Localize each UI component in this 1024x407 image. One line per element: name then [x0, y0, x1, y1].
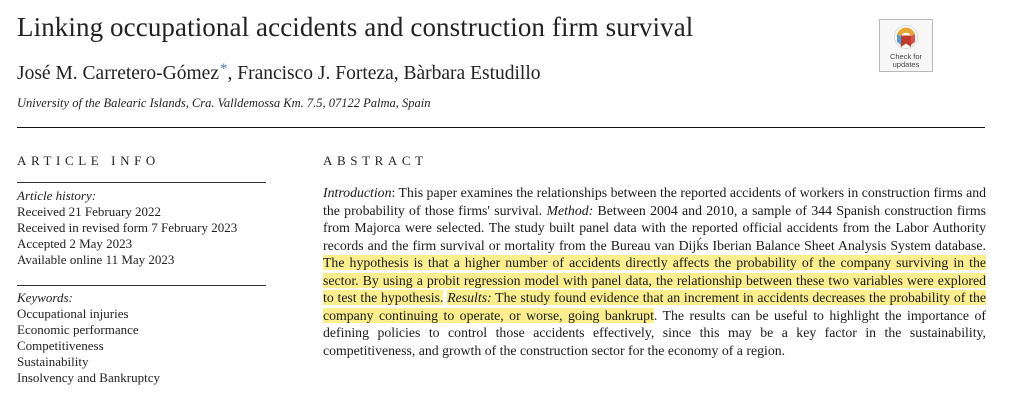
keyword-item[interactable]: Economic performance: [17, 322, 139, 337]
affiliation: University of the Balearic Islands, Cra. Valldemossa Km. 7.5, 07122 Palma, Spain: [17, 96, 431, 110]
article-info-divider: [17, 182, 266, 183]
history-label: Article history:: [17, 188, 97, 203]
article-title: Linking occupational accidents and construction firm survival: [17, 12, 694, 42]
keyword-item[interactable]: Sustainability: [17, 354, 89, 369]
header-divider: [17, 127, 985, 128]
abstract-conclusion: . The results can be useful to highlight the importance of defining policies to control those accidents effectively, since this may be a key factor in the sustainability, competitiveness, and growth of the construction sector for the economy of a region.: [323, 307, 986, 358]
article-info-heading: ARTICLE INFO: [17, 153, 160, 168]
keywords-divider: [17, 285, 266, 286]
history-item: Available online 11 May 2023: [17, 252, 175, 267]
results-label[interactable]: Results:: [447, 290, 492, 305]
keyword-item[interactable]: Insolvency and Bankruptcy: [17, 370, 160, 385]
method-label: Method:: [546, 202, 594, 218]
keyword-item[interactable]: Competitiveness: [17, 338, 104, 353]
history-item: Received 21 February 2022: [17, 204, 162, 219]
abstract-text: [323, 184, 986, 359]
keywords-block: [17, 290, 160, 386]
history-item: Accepted 2 May 2023: [17, 236, 133, 251]
corresponding-author-mark[interactable]: *: [219, 61, 228, 77]
keyword-item[interactable]: Occupational injuries: [17, 306, 129, 321]
method-text: Between 2004 and 2010, a sample of 344 Spanish construction firms from Majorca were selected. The study built panel data with the reported official accidents from the Labor Authority records and the firm survival or mortality from the Bureau van Dijḱs Iberian Balance Sheet Analysis System database.: [323, 202, 987, 253]
abstract-heading: ABSTRACT: [323, 153, 428, 168]
crossmark-icon: [893, 25, 919, 52]
keywords-label: Keywords:: [17, 290, 73, 305]
highlighted-hypothesis[interactable]: The hypothesis is that a higher number of accidents directly affects the probability of the company surviving in the sector. By using a probit regression model with panel data, the relationship between these two variables were explored to test the hypothesis.: [323, 255, 986, 305]
check-for-updates-label: Check for updates: [889, 52, 923, 69]
highlighted-results[interactable]: The study found evidence that an increment in accidents decreases the probability of the company continuing to operate, or worse, going bankrupt: [323, 290, 986, 323]
author-name[interactable]: José M. Carretero-Gómez: [17, 63, 219, 84]
intro-text: : This paper examines the relationships between the reported accidents of workers in construction firms and the probability of those firms' survival.: [323, 185, 986, 218]
intro-label: Introduction: [323, 185, 392, 200]
history-item: Received in revised form 7 February 2023: [17, 220, 238, 235]
check-for-updates-button[interactable]: [879, 19, 933, 72]
author-list: [17, 61, 540, 85]
article-history: [17, 188, 237, 268]
coauthor-names[interactable]: , Francisco J. Forteza, Bàrbara Estudillo: [227, 63, 541, 84]
